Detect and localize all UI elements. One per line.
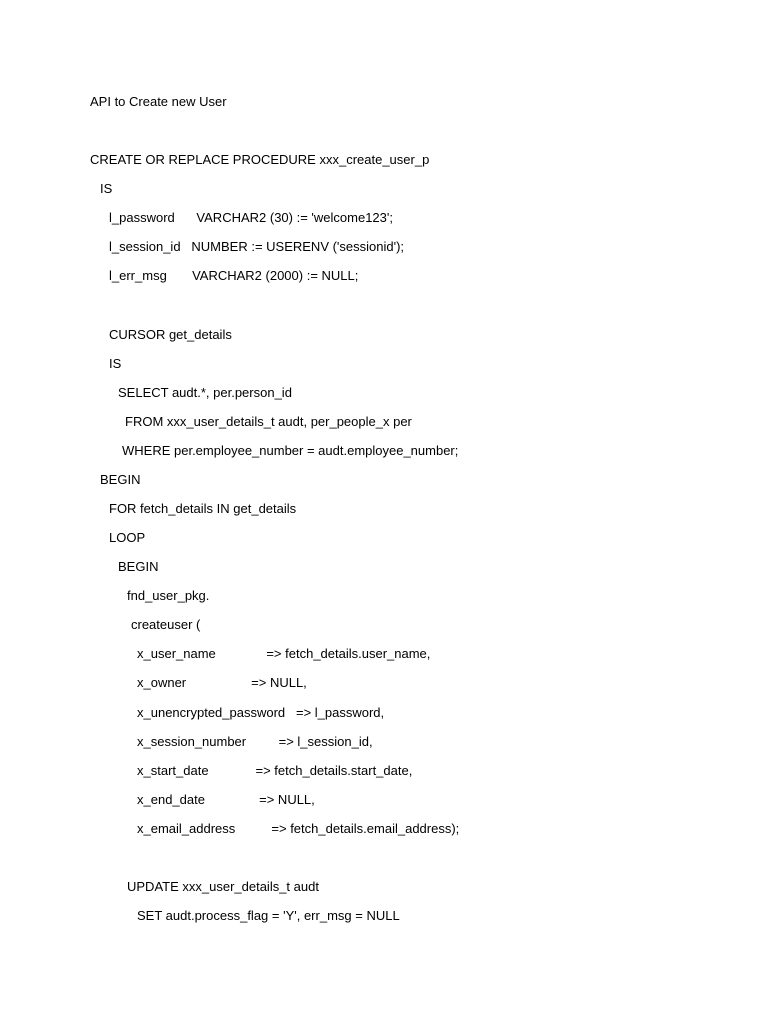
- code-line: WHERE per.employee_number = audt.employee_number;: [122, 443, 459, 458]
- code-line: l_session_id NUMBER := USERENV ('sessionid');: [109, 239, 405, 254]
- code-line: FROM xxx_user_details_t audt, per_people_x per: [125, 414, 412, 429]
- document-title: API to Create new User: [90, 94, 227, 109]
- code-line: x_email_address => fetch_details.email_address);: [137, 821, 460, 836]
- code-line: l_password VARCHAR2 (30) := 'welcome123';: [109, 210, 393, 225]
- code-line: x_user_name => fetch_details.user_name,: [137, 646, 431, 661]
- code-line: x_owner => NULL,: [137, 675, 307, 690]
- code-line: IS: [109, 356, 122, 371]
- code-line: SELECT audt.*, per.person_id: [118, 385, 292, 400]
- code-line: LOOP: [109, 530, 146, 545]
- code-line: l_err_msg VARCHAR2 (2000) := NULL;: [109, 268, 359, 283]
- code-line: x_unencrypted_password => l_password,: [137, 705, 385, 720]
- code-line: CURSOR get_details: [109, 327, 232, 342]
- code-line: SET audt.process_flag = 'Y', err_msg = NULL: [137, 908, 400, 923]
- code-line: CREATE OR REPLACE PROCEDURE xxx_create_user_p: [90, 152, 430, 167]
- code-line: UPDATE xxx_user_details_t audt: [127, 879, 319, 894]
- code-line: BEGIN: [100, 472, 141, 487]
- code-line: x_end_date => NULL,: [137, 792, 315, 807]
- code-line: BEGIN: [118, 559, 159, 574]
- code-line: createuser (: [131, 617, 201, 632]
- code-line: x_session_number => l_session_id,: [137, 734, 373, 749]
- code-line: x_start_date => fetch_details.start_date,: [137, 763, 413, 778]
- code-line: IS: [100, 181, 113, 196]
- code-line: fnd_user_pkg.: [127, 588, 210, 603]
- code-line: FOR fetch_details IN get_details: [109, 501, 297, 516]
